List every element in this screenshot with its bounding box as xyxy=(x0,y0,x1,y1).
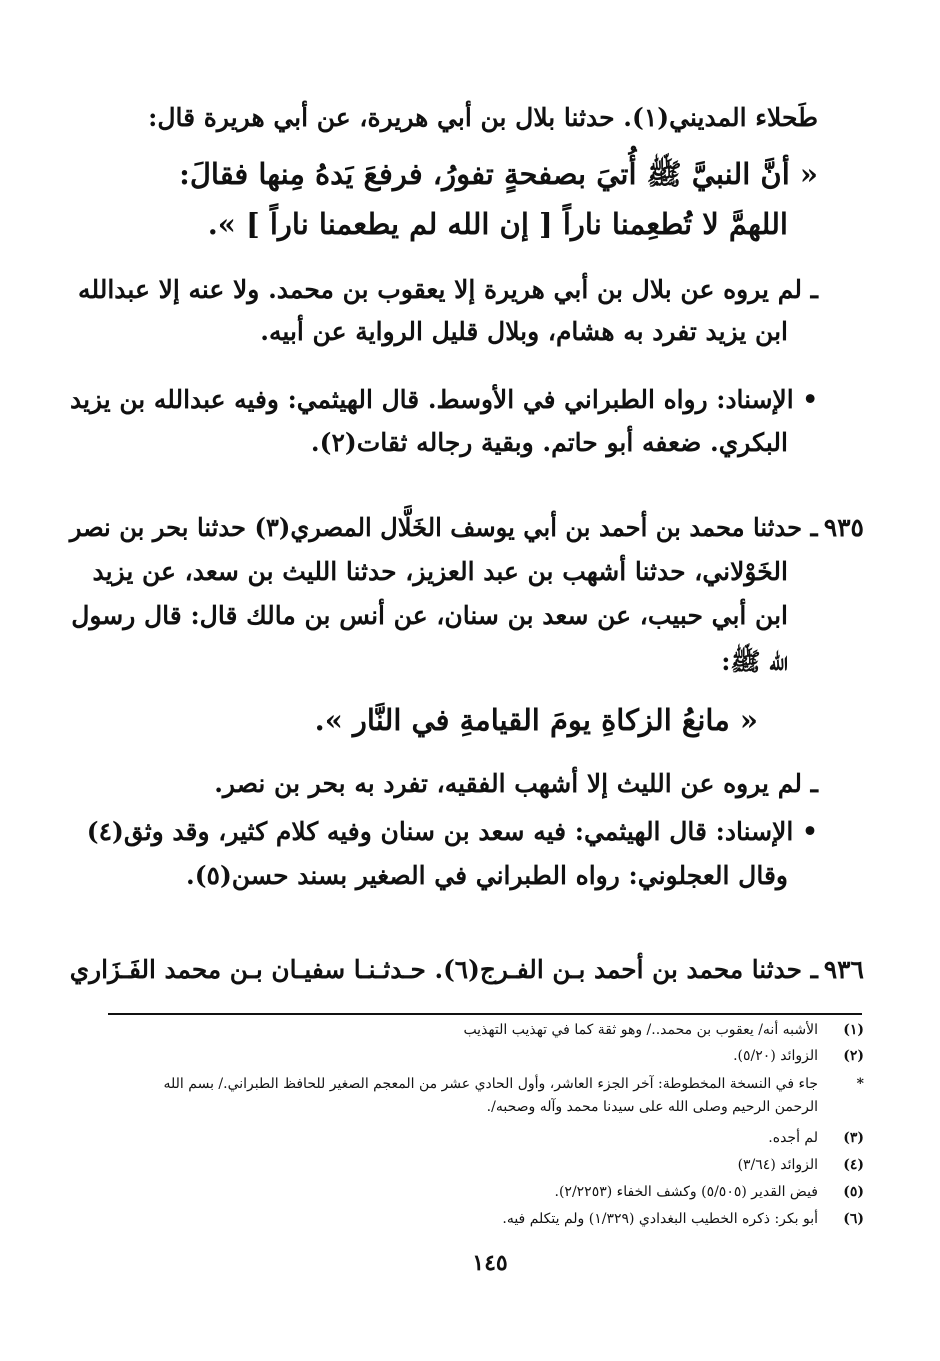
commentary-line-2: ابن يزيد تفرد به هشام، وبلال قليل الرواية عن أبيه. xyxy=(260,317,788,346)
footnote-text-asterisk-2: الرحمن الرحيم وصلى الله على سيدنا محمد وآله وصحبه/. xyxy=(486,1099,818,1115)
footnote-text-1: الأشبه أنه/ يعقوب بن محمد../ وهو ثقة كما في تهذيب التهذيب xyxy=(463,1022,818,1038)
footnote-text-5: فيض القدير (٥/٥٠٥) وكشف الخفاء (٢/٢٢٥٣). xyxy=(554,1184,818,1200)
isnad-line-2: البكري. ضعفه أبو حاتم. وبقية رجاله ثقات(٢). xyxy=(310,428,788,457)
footnote-text-asterisk-1: جاء في النسخة المخطوطة: آخر الجزء العاشر، وأول الحادي عشر من المعجم الصغير للحافظ الطبراني./ بسم الله xyxy=(163,1076,818,1092)
hadith-935-line-2: الخَوْلاني، حدثنا أشهب بن عبد العزيز، حدثنا الليث بن سعد، عن يزيد xyxy=(92,557,788,586)
footnote-text-6: أبو بكر: ذكره الخطيب البغدادي (١/٣٢٩) ولم يتكلم فيه. xyxy=(502,1211,818,1227)
footnote-number-1: (١) xyxy=(843,1022,864,1038)
footnote-separator xyxy=(108,1013,862,1015)
footnote-number-3: (٣) xyxy=(843,1130,864,1146)
hadith-935-line-4: الله ﷺ: xyxy=(721,647,788,676)
isnad-935-line-1: • الإسناد: قال الهيثمي: فيه سعد بن سنان وفيه كلام كثير، وقد وثق(٤) xyxy=(86,817,818,846)
footnote-number-2: (٢) xyxy=(843,1048,864,1064)
footnote-asterisk: * xyxy=(856,1076,864,1092)
footnote-text-4: الزوائد (٣/٦٤) xyxy=(737,1157,818,1173)
hadith-935-line-1: ـ حدثنا محمد بن أحمد بن أبي يوسف الخَلَّال المصري(٣) حدثنا بحر بن نصر xyxy=(70,513,819,542)
hadith-number-936: ٩٣٦ xyxy=(823,955,864,984)
hadith-text-line-1: « أنَّ النبيَّ ﷺ أُتيَ بصفحةٍ تفورُ، فرفعَ يَدهُ مِنها فقالَ: xyxy=(179,157,818,191)
hadith-936-line-1: ـ حدثنا محمد بن أحمد بـن الفـرج(٦). حـدثـنـا سفيـان بـن محمد الفَـزَاري xyxy=(69,955,818,984)
page-number: ١٤٥ xyxy=(472,1250,508,1276)
isnad-935-line-2: وقال العجلوني: رواه الطبراني في الصغير بسند حسن(٥). xyxy=(185,861,788,890)
text-line-1: طَحلاء المديني(١). حدثنا بلال بن أبي هريرة، عن أبي هريرة قال: xyxy=(148,103,818,132)
footnote-number-4: (٤) xyxy=(843,1157,864,1173)
commentary-line-1: ـ لم يروه عن بلال بن أبي هريرة إلا يعقوب بن محمد. ولا عنه إلا عبدالله xyxy=(78,275,818,304)
footnote-text-3: لم أجده. xyxy=(768,1130,818,1146)
hadith-935-line-3: ابن أبي حبيب، عن سعد بن سنان، عن أنس بن مالك قال: قال رسول xyxy=(71,601,788,630)
hadith-number-935: ٩٣٥ xyxy=(823,513,864,542)
commentary-935-line-1: ـ لم يروه عن الليث إلا أشهب الفقيه، تفرد به بحر بن نصر. xyxy=(214,769,818,798)
hadith-935-matn: « مانعُ الزكاةِ يومَ القيامةِ في النَّار ». xyxy=(314,703,758,737)
footnote-text-2: الزوائد (٥/٢٠). xyxy=(733,1048,818,1064)
hadith-text-line-2: اللهمَّ لا تُطعِمنا ناراً [ إن الله لم يطعمنا ناراً ] ». xyxy=(207,207,788,241)
footnote-number-6: (٦) xyxy=(843,1211,864,1227)
footnote-number-5: (٥) xyxy=(843,1184,864,1200)
isnad-line-1: • الإسناد: رواه الطبراني في الأوسط. قال الهيثمي: وفيه عبدالله بن يزيد xyxy=(69,385,818,414)
